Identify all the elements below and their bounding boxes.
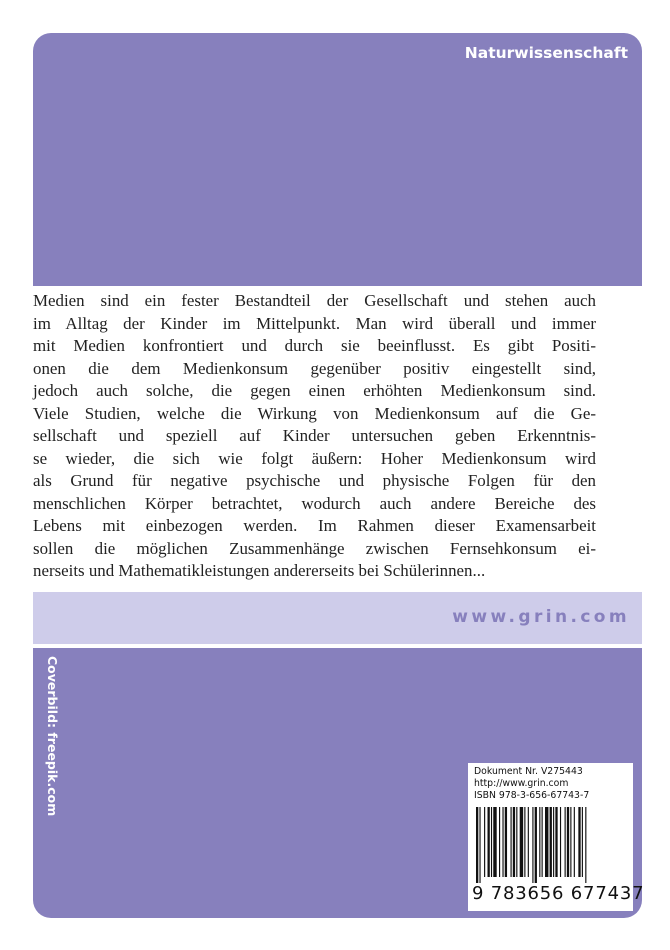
top-color-panel <box>33 33 642 286</box>
barcode-bar <box>516 807 517 877</box>
website-band <box>33 592 642 644</box>
barcode-bar <box>476 807 478 883</box>
blurb-line: onen die dem Medienkonsum gegenüber positiv eingestellt sind, <box>33 358 596 378</box>
barcode-bar <box>493 807 496 877</box>
blurb-line: mit Medien konfrontiert und durch sie beeinflusst. Es gibt Positi- <box>33 336 596 355</box>
barcode-bar <box>560 807 561 877</box>
barcode-bar <box>555 807 557 877</box>
barcode-bar <box>499 807 500 877</box>
barcode-bar <box>567 807 569 877</box>
barcode-bar <box>585 807 586 883</box>
website-url: www.grin.com <box>452 607 630 627</box>
barcode-bar <box>484 807 485 877</box>
cover-credit: Coverbild: freepik.com <box>45 656 60 817</box>
barcode-bar <box>542 807 543 877</box>
document-info-box <box>468 763 645 911</box>
barcode-bar <box>491 807 492 877</box>
blurb-line: im Alltag der Kinder im Mittelpunkt. Man wird überall und immer <box>33 313 596 333</box>
document-number: Dokument Nr. V275443 <box>474 766 583 777</box>
blurb-line: sollen die möglichen Zusammenhänge zwischen Fernsehkonsum ei- <box>33 538 596 558</box>
barcode-bar <box>488 807 490 877</box>
barcode-bar <box>505 807 507 877</box>
blurb-line: jedoch auch solche, die gegen einen erhöhten Medienkonsum sind. <box>33 381 596 400</box>
barcode-bar <box>520 807 523 877</box>
blurb-line: nerseits und Mathematikleistungen andererseits bei Schülerinnen... <box>33 561 486 580</box>
blurb-text <box>33 290 596 583</box>
barcode-bar <box>524 807 525 877</box>
barcode-bar <box>539 807 540 877</box>
document-info <box>474 766 589 802</box>
document-url: http://www.grin.com <box>474 778 569 789</box>
isbn-number: ISBN 978-3-656-67743-7 <box>474 790 590 801</box>
barcode-bar <box>545 807 548 877</box>
blurb-line: se wieder, die sich wie folgt äußern: Hoher Medienkonsum wird <box>33 448 596 468</box>
blurb-line: Viele Studien, welche die Wirkung von Medienkonsum auf die Ge- <box>33 403 596 423</box>
blurb-line: Medien sind ein fester Bestandteil der Gesellschaft und stehen auch <box>33 291 596 310</box>
barcode-bar <box>479 807 480 883</box>
barcode-image <box>476 807 626 883</box>
barcode-bar <box>565 807 566 877</box>
barcode-bar <box>502 807 503 877</box>
blurb-line: als Grund für negative psychische und physische Folgen für den <box>33 471 596 490</box>
barcode-bar <box>511 807 512 877</box>
barcode-bar <box>528 807 529 877</box>
barcode-bar <box>574 807 575 877</box>
barcode-bar <box>513 807 515 877</box>
barcode-bar <box>532 807 533 883</box>
category-label: Naturwissenschaft <box>464 44 628 62</box>
blurb-line: Lebens mit einbezogen werden. Im Rahmen dieser Examensarbeit <box>33 516 596 535</box>
bottom-color-panel <box>33 648 645 918</box>
barcode-bar <box>550 807 552 877</box>
barcode-bar <box>535 807 537 883</box>
barcode-bar <box>570 807 571 877</box>
barcode-bar <box>578 807 580 877</box>
blurb-line: menschlichen Körper betrachtet, wodurch auch andere Bereiche des <box>33 493 596 513</box>
barcode-digits: 9 783656 677437 <box>472 883 645 904</box>
barcode-bar <box>582 807 583 877</box>
barcode-bar <box>553 807 554 877</box>
blurb-line: sellschaft und speziell auf Kinder untersuchen geben Erkenntnis- <box>33 426 596 445</box>
